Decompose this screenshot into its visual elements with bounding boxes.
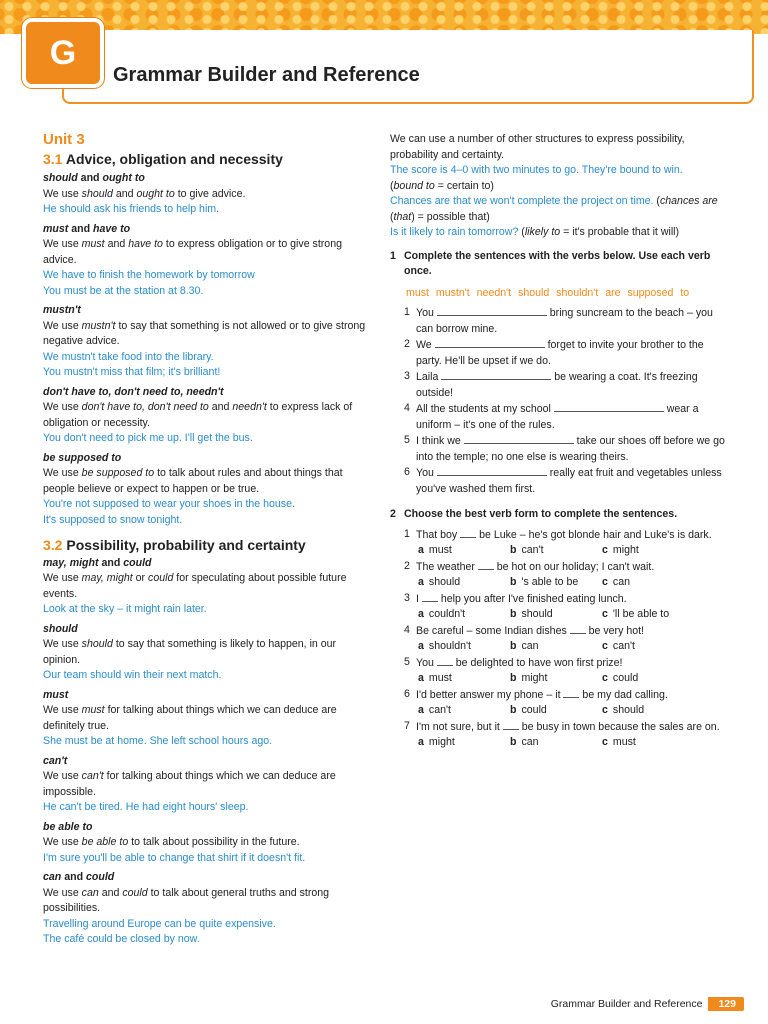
example: You must be at the station at 8.30. (43, 284, 204, 297)
answer-blank[interactable] (554, 401, 664, 412)
answer-options (418, 639, 730, 655)
answer-blank[interactable] (460, 527, 476, 538)
subheading: mustn't (43, 304, 81, 316)
answer-options (418, 543, 730, 559)
exercise-2-items (390, 527, 730, 751)
footer-label: Grammar Builder and Reference (550, 998, 703, 1010)
example: Our team should win their next match. (43, 669, 222, 681)
exercise-1-items (390, 305, 730, 497)
answer-blank[interactable] (563, 687, 579, 698)
example: He should ask his friends to help him. (43, 203, 220, 215)
subheading: should (43, 622, 78, 635)
example-with-note: The score is 4–0 with two minutes to go. They're bound to win. (bound to = certain to) (390, 164, 683, 192)
example: You mustn't miss that film; it's brilliant! (43, 366, 221, 378)
option-b[interactable]: b 's able to be (510, 576, 579, 588)
answer-blank[interactable] (435, 337, 545, 348)
option-b[interactable]: b could (510, 704, 547, 716)
option-b[interactable]: b might (510, 672, 548, 684)
example: I'm sure you'll be able to change that shirt if it doesn't fit. (43, 851, 306, 864)
exercise-2-instruction: 2 Choose the best verb form to complete the sentences. (390, 508, 678, 520)
answer-blank[interactable] (464, 433, 574, 444)
answer-blank[interactable] (422, 591, 438, 602)
decorative-banner (0, 0, 768, 34)
list-item: 1 You bring suncream to the beach – you can borrow mine. (404, 306, 713, 335)
rule-text: We use must for talking about things which we can deduce are definitely true. (43, 704, 337, 732)
answer-blank[interactable] (570, 623, 586, 634)
list-item: 5 You be delighted to have won first prize! (404, 655, 623, 669)
page-footer (551, 997, 744, 1011)
option-a[interactable]: a must (418, 672, 452, 684)
exercise-1-instruction: 1 Complete the sentences with the verbs below. Use each verb once. (390, 249, 711, 277)
option-b[interactable]: b should (510, 608, 553, 620)
example: The café could be closed by now. (43, 933, 200, 945)
option-a[interactable]: a should (418, 576, 461, 588)
example-with-note: Chances are that we won't complete the project on time. (chances are (that) = possible that) (390, 195, 718, 223)
subheading: must (43, 688, 69, 701)
answer-blank[interactable] (503, 719, 519, 730)
section-letter-badge: G (22, 18, 104, 88)
rule-text: We use can't for talking about things which we can deduce are impossible. (43, 770, 336, 798)
list-item: 6 I'd better answer my phone – it be my dad calling. (404, 687, 668, 701)
subheading: can't (43, 754, 68, 767)
option-a[interactable]: a can't (418, 704, 451, 716)
subheading: should and ought to (43, 172, 145, 184)
option-a[interactable]: a shouldn't (418, 640, 471, 652)
example: She must be at home. She left school hours ago. (43, 735, 273, 747)
option-c[interactable]: c might (602, 544, 639, 556)
answer-options (418, 703, 730, 719)
list-item: 5 I think we take our shoes off before we go into the temple; no one else is wearing theirs. (404, 434, 725, 463)
rule-text: We use should to say that something is likely to happen, in our opinion. (43, 638, 337, 666)
answer-options (418, 735, 730, 751)
answer-blank[interactable] (437, 305, 547, 316)
example: He can't be tired. He had eight hours' sleep. (43, 801, 249, 813)
option-a[interactable]: a might (418, 736, 455, 748)
option-b[interactable]: b can't (510, 544, 544, 556)
option-c[interactable]: c should (602, 704, 645, 716)
subheading: may, might and could (43, 556, 152, 569)
word-bank: must mustn't needn't should shouldn't are supposed to (406, 286, 690, 299)
subheading: can and could (43, 871, 115, 883)
page-title: Grammar Builder and Reference (113, 64, 420, 86)
answer-options (418, 575, 730, 591)
option-a[interactable]: a must (418, 544, 452, 556)
rule-text: We use can and could to talk about general truths and strong possibilities. (43, 886, 330, 914)
example: You don't need to pick me up. I'll get the bus. (43, 432, 253, 444)
example: We mustn't take food into the library. (43, 350, 214, 363)
unit-heading: Unit 3 (43, 131, 85, 148)
list-item: 7 I'm not sure, but it be busy in town because the sales are on. (404, 719, 720, 733)
option-b[interactable]: b can (510, 640, 539, 652)
option-c[interactable]: c 'll be able to (602, 608, 670, 620)
list-item: 6 You really eat fruit and vegetables unless you've washed them first. (404, 466, 722, 495)
example: You're not supposed to wear your shoes in the house. (43, 498, 295, 510)
answer-options (418, 671, 730, 687)
option-c[interactable]: c could (602, 672, 639, 684)
example-with-note: Is it likely to rain tomorrow? (likely to = it's probable that it will) (390, 226, 680, 238)
example: We have to finish the homework by tomorrow (43, 269, 255, 281)
list-item: 3 I help you after I've finished eating lunch. (404, 591, 627, 605)
option-c[interactable]: c can (602, 576, 630, 588)
option-a[interactable]: a couldn't (418, 608, 466, 620)
rule-text: We use be able to to talk about possibility in the future. (43, 836, 300, 848)
list-item: 4 All the students at my school wear a uniform – it's one of the rules. (404, 402, 699, 431)
subheading: be able to (43, 820, 93, 833)
answer-blank[interactable] (441, 369, 551, 380)
subheading: be supposed to (43, 451, 122, 464)
rule-text: We use mustn't to say that something is not allowed or to give strong negative advice. (43, 319, 366, 347)
option-b[interactable]: b can (510, 736, 539, 748)
rule-text: We use may, might or could for speculating about possible future events. (43, 572, 347, 600)
intro-text: We can use a number of other structures to express possibility, probability and certainty. (390, 133, 685, 161)
left-column (43, 132, 375, 948)
example: Look at the sky – it might rain later. (43, 603, 207, 615)
answer-blank[interactable] (437, 465, 547, 476)
right-column (390, 132, 730, 751)
option-c[interactable]: c must (602, 736, 636, 748)
rule-text: We use should and ought to to give advice. (43, 187, 246, 200)
section-heading-3-2: 3.2 Possibility, probability and certainty (43, 537, 306, 553)
option-c[interactable]: c can't (602, 640, 635, 652)
section-heading-3-1: 3.1 Advice, obligation and necessity (43, 150, 283, 167)
example: It's supposed to snow tonight. (43, 513, 183, 526)
rule-text: We use be supposed to to talk about rules and about things that people believe or expect to happen or be true. (43, 467, 343, 495)
list-item: 2 We forget to invite your brother to the party. He'll be upset if we do. (404, 338, 704, 367)
example: Travelling around Europe can be quite expensive. (43, 917, 276, 930)
list-item: 3 Laila be wearing a coat. It's freezing outside! (404, 370, 698, 399)
subheading: don't have to, don't need to, needn't (43, 385, 224, 398)
answer-blank[interactable] (437, 655, 453, 666)
subheading: must and have to (43, 222, 131, 235)
answer-options (418, 607, 730, 623)
page-number: 129 (708, 997, 744, 1011)
answer-blank[interactable] (478, 559, 494, 570)
list-item: 4 Be careful – some Indian dishes be very hot! (404, 623, 644, 637)
rule-text: We use must and have to to express obligation or to give strong advice. (43, 238, 342, 266)
list-item: 1 That boy be Luke – he's got blonde hair and Luke's is dark. (404, 527, 712, 541)
rule-text: We use don't have to, don't need to and needn't to express lack of obligation or necessity. (43, 401, 353, 429)
list-item: 2 The weather be hot on our holiday; I can't wait. (404, 559, 655, 573)
